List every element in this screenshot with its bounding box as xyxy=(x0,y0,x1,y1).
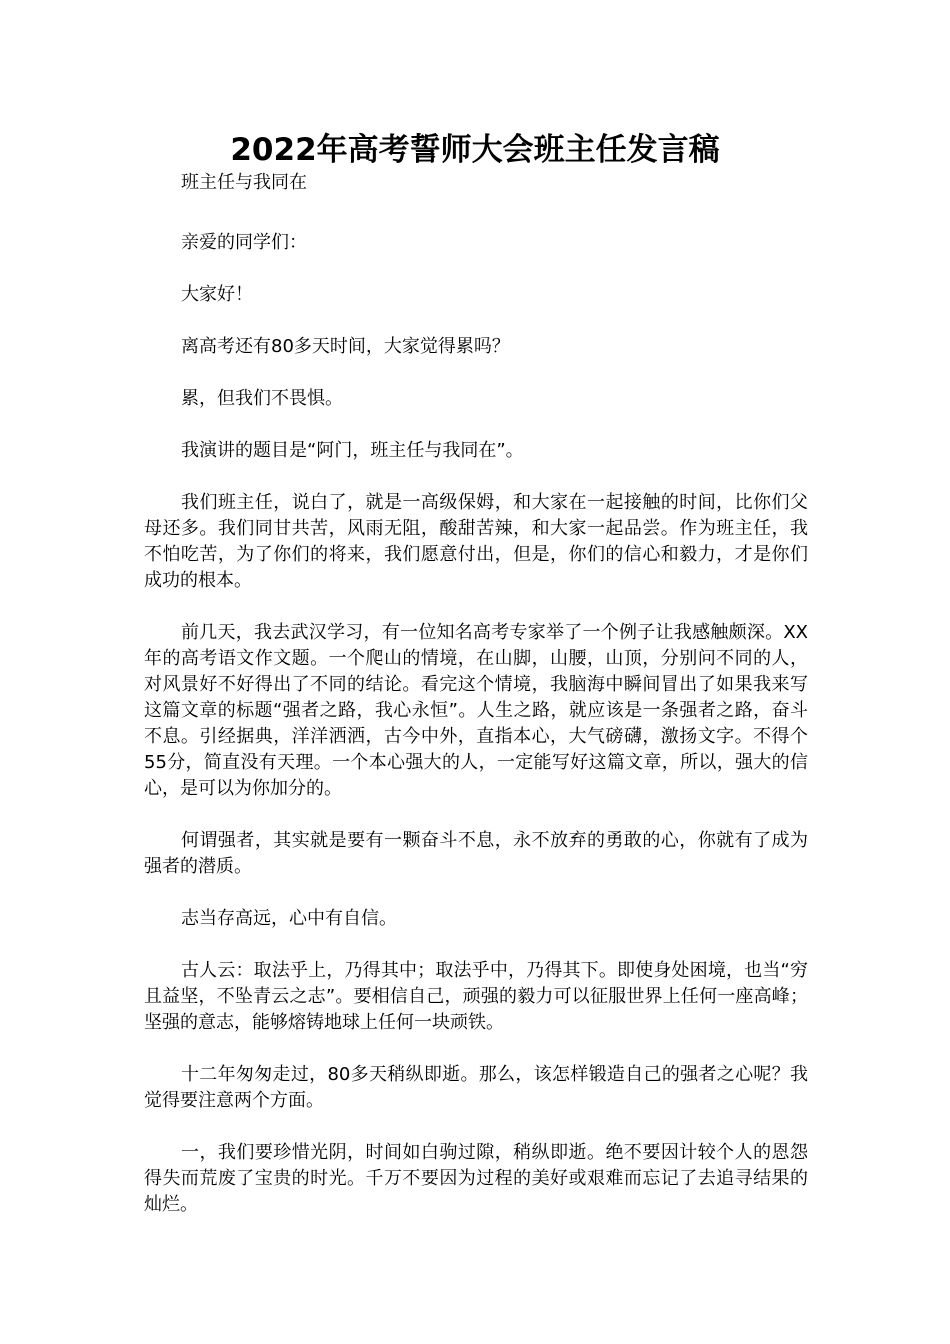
paragraph: 我们班主任，说白了，就是一高级保姆，和大家在一起接触的时间，比你们父母还多。我们同甘共苦，风雨无阻，酸甜苦辣，和大家一起品尝。作为班主任，我不怕吃苦，为了你们的将来，我们愿意付出，但是，你们的信心和毅力，才是你们成功的根本。 xyxy=(144,492,808,591)
document-body xyxy=(144,170,808,1244)
paragraph-salutation: 亲爱的同学们： xyxy=(181,232,307,253)
paragraph: 离高考还有80多天时间，大家觉得累吗？ xyxy=(181,336,510,357)
paragraph-subtitle: 班主任与我同在 xyxy=(181,172,307,193)
document-title: 2022年高考誓师大会班主任发言稿 xyxy=(230,132,720,168)
paragraph: 志当存高远，心中有自信。 xyxy=(181,908,397,929)
paragraph: 何谓强者，其实就是要有一颗奋斗不息，永不放弃的勇敢的心，你就有了成为强者的潜质。 xyxy=(144,830,808,877)
paragraph-greeting: 大家好！ xyxy=(181,284,253,305)
paragraph: 我演讲的题目是“阿门，班主任与我同在”。 xyxy=(181,440,524,461)
paragraph: 累，但我们不畏惧。 xyxy=(181,388,343,409)
paragraph: 古人云：取法乎上，乃得其中；取法乎中，乃得其下。即使身处困境，也当“穷且益坚，不坠青云之志”。要相信自己，顽强的毅力可以征服世界上任何一座高峰；坚强的意志，能够熔铸地球上任何一块顽铁。 xyxy=(144,960,808,1033)
paragraph: 一，我们要珍惜光阴，时间如白驹过隙，稍纵即逝。绝不要因计较个人的恩怨得失而荒废了宝贵的时光。千万不要因为过程的美好或艰难而忘记了去追寻结果的灿烂。 xyxy=(144,1142,808,1215)
paragraph: 前几天，我去武汉学习，有一位知名高考专家举了一个例子让我感触颇深。XX年的高考语文作文题。一个爬山的情境，在山脚，山腰，山顶，分别问不同的人，对风景好不好得出了不同的结论。看完这个情境，我脑海中瞬间冒出了如果我来写这篇文章的标题“强者之路，我心永恒”。人生之路，就应该是一条强者之路，奋斗不息。引经据典，洋洋洒洒，古今中外，直指本心，大气磅礴，激扬文字。不得个55分，简直没有天理。一个本心强大的人，一定能写好这篇文章，所以，强大的信心，是可以为你加分的。 xyxy=(144,622,808,799)
paragraph: 十二年匆匆走过，80多天稍纵即逝。那么，该怎样锻造自己的强者之心呢？我觉得要注意两个方面。 xyxy=(144,1064,808,1111)
